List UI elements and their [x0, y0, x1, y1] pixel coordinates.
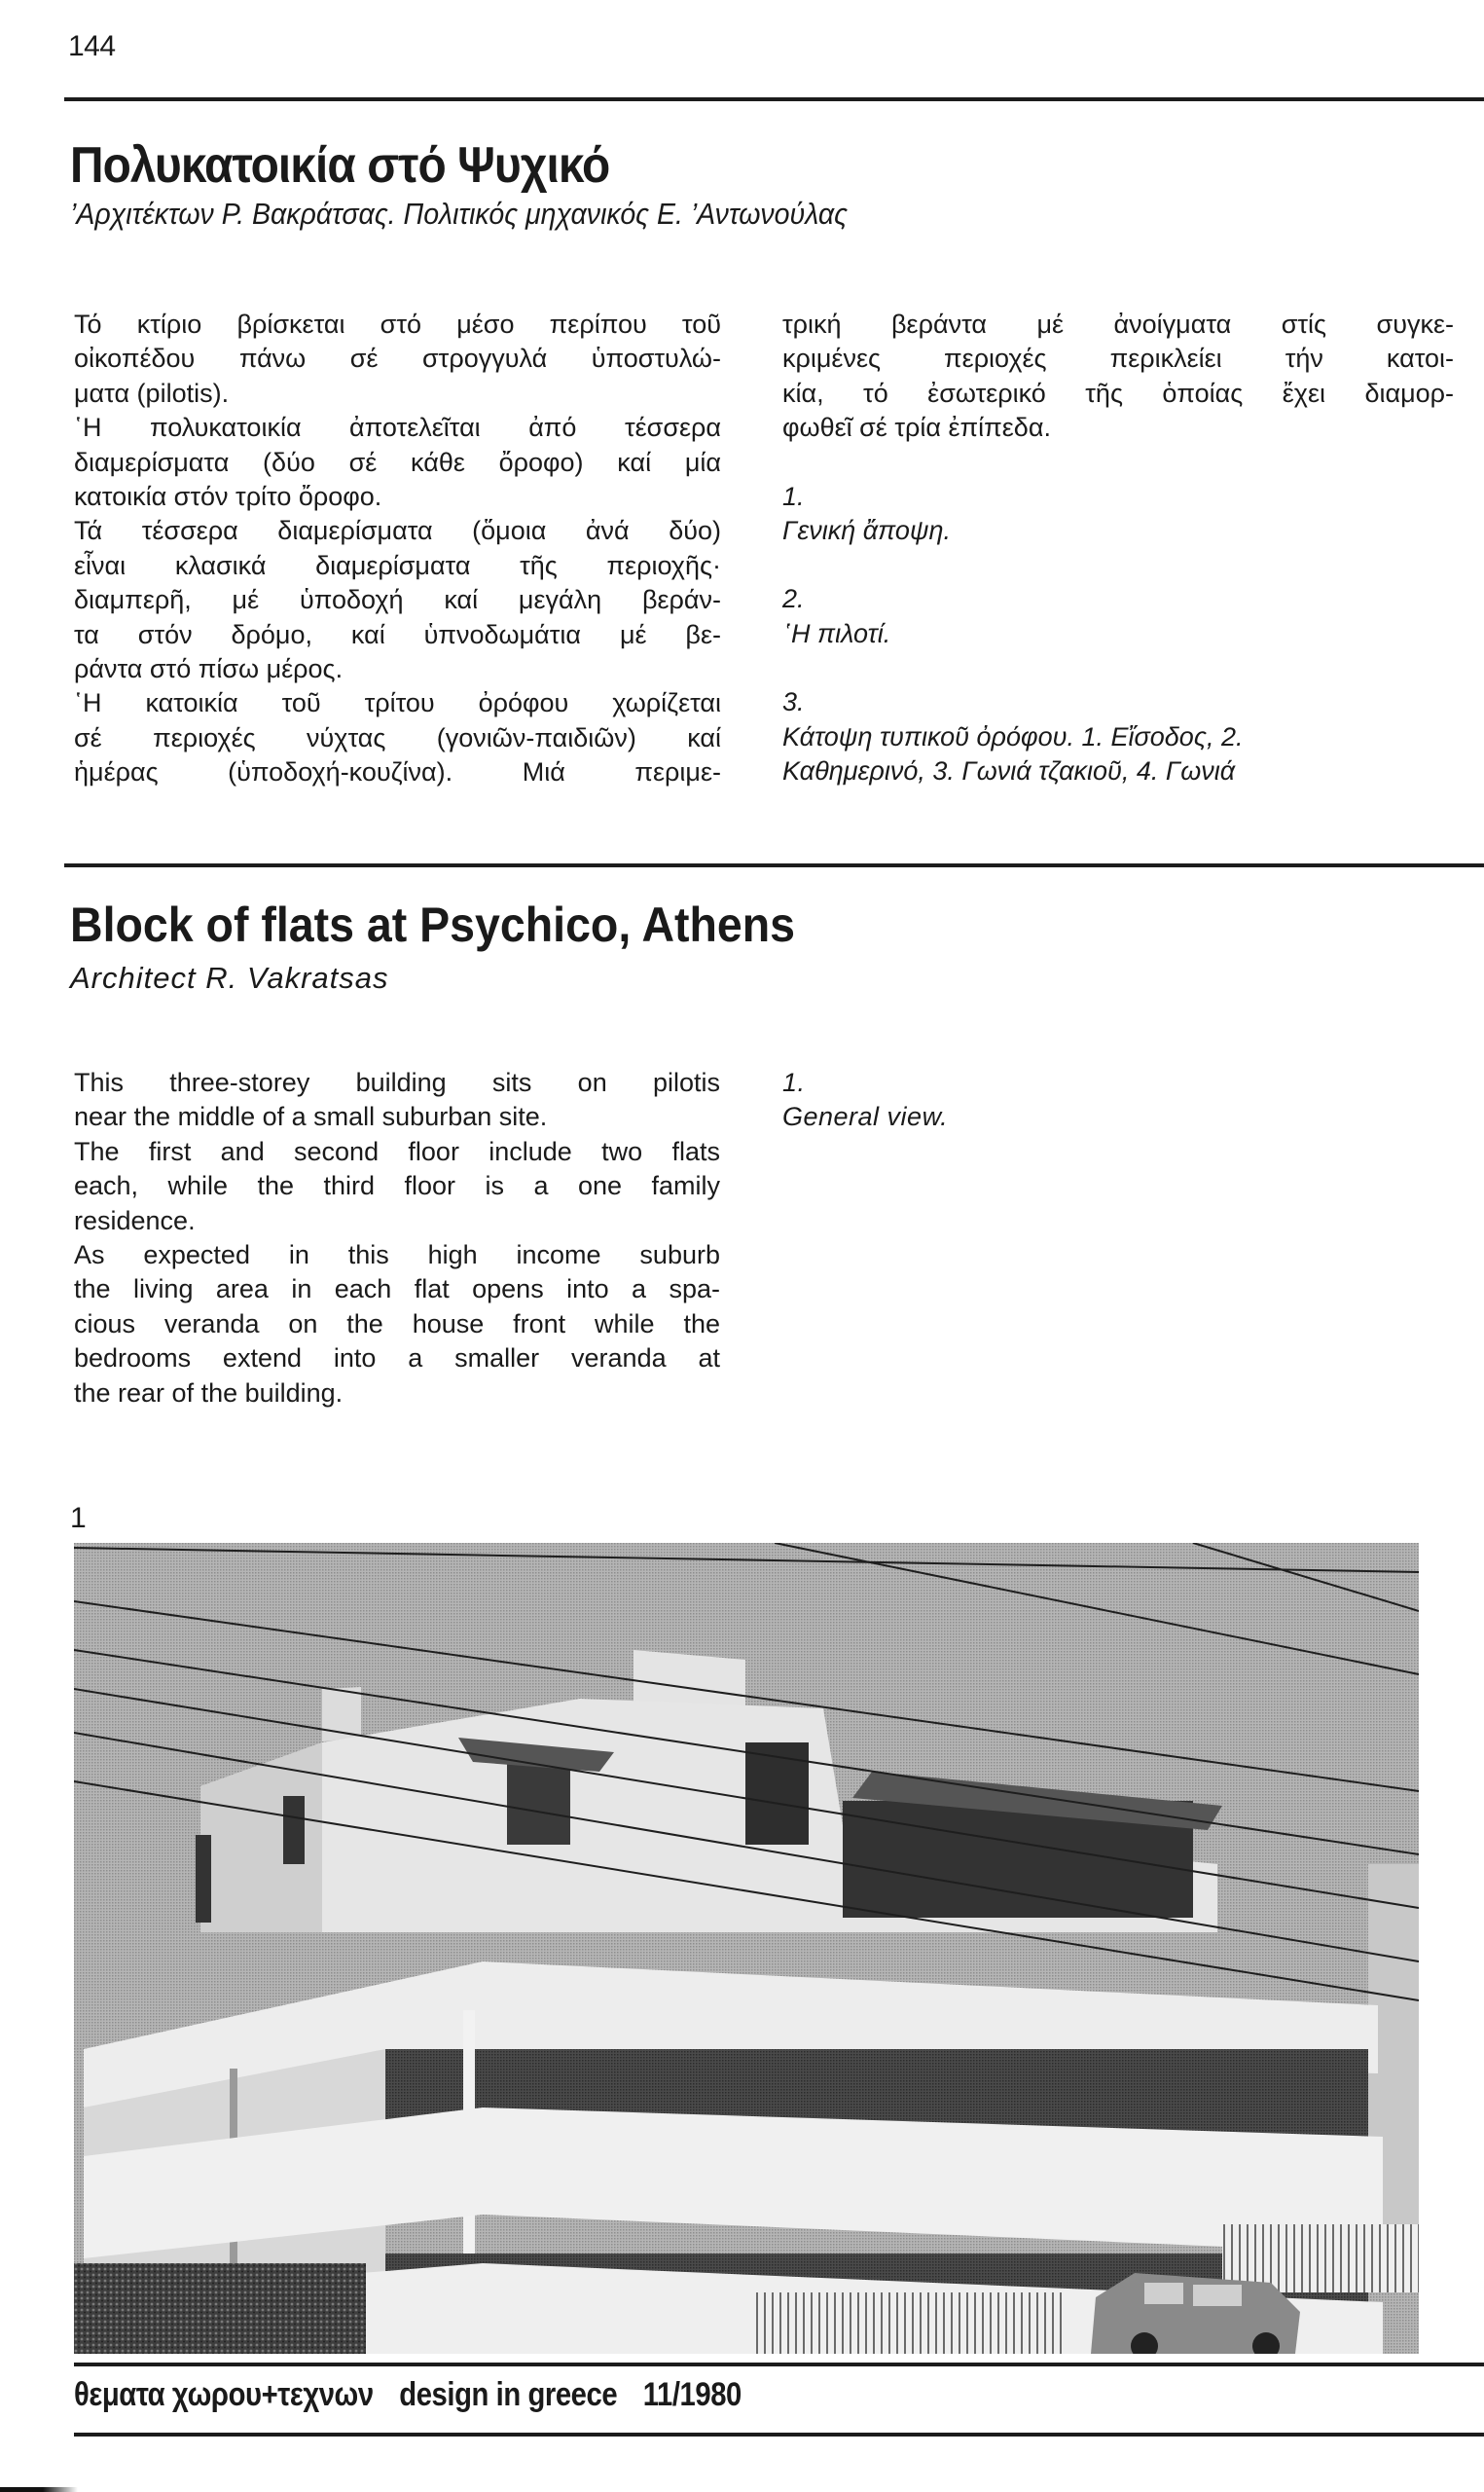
- caption-number: 1.: [782, 1068, 806, 1097]
- english-body: [74, 1066, 720, 1411]
- text-line: κριμένες περιοχές περικλείει τήν κατοι-: [782, 344, 1454, 374]
- text-line: κατοικία στόν τρίτο ὄροφο.: [74, 482, 382, 512]
- greek-body-right: [782, 308, 1454, 788]
- text-line: ῾Η πολυκατοικία ἀποτελεῖται ἀπό τέσσερα: [74, 413, 721, 443]
- issue-number: 11/1980: [642, 2376, 742, 2413]
- text-line: ράντα στό πίσω μέρος.: [74, 654, 344, 684]
- text-line: near the middle of a small suburban site.: [74, 1102, 548, 1132]
- photo-car-window: [1193, 2285, 1242, 2306]
- building-photo: [74, 1543, 1419, 2354]
- page-number: 144: [68, 30, 116, 62]
- text-line: This three-storey building sits on pilotis: [74, 1068, 720, 1097]
- caption-text: ῾Η πιλοτί.: [782, 618, 891, 648]
- caption-number: 3.: [782, 687, 805, 717]
- text-line: bedrooms extend into a smaller veranda at: [74, 1343, 720, 1374]
- photo-window: [196, 1835, 211, 1923]
- text-line: cious veranda on the house front while the: [74, 1308, 720, 1338]
- english-title: Block of flats at Psychico, Athens: [70, 898, 796, 952]
- photo-car-window: [1144, 2283, 1183, 2304]
- caption-text: Γενική ἄποψη.: [782, 516, 952, 546]
- greek-title: Πολυκατοικία στό Ψυχικό: [70, 137, 610, 194]
- text-line: Τό κτίριο βρίσκεται στό μέσο περίπου τοῦ: [74, 310, 721, 339]
- text-line: As expected in this high income suburb: [74, 1240, 720, 1270]
- text-line: κία, τό ἐσωτερικό τῆς ὁποίας ἔχει διαμορ-: [782, 378, 1454, 408]
- text-line: Τά τέσσερα διαμερίσματα (ὅμοια ἀνά δύο): [74, 516, 721, 546]
- greek-body-left: [74, 308, 721, 790]
- english-caption: [782, 1066, 948, 1135]
- text-line: τρική βεράντα μέ ἀνοίγματα στίς συγκε-: [782, 310, 1454, 339]
- text-line: The first and second floor include two flats: [74, 1136, 720, 1166]
- caption-text: Κάτοψη τυπικοῦ ὀρόφου. 1. Εἴσοδος, 2.: [782, 721, 1244, 751]
- greek-credits: ’Αρχιτέκτων Ρ. Βακράτσας. Πολιτικός μηχανικός Ε. ’Αντωνούλας: [70, 197, 849, 231]
- footer-bottom-rule: [74, 2433, 1484, 2437]
- footer-top-rule: [74, 2363, 1484, 2366]
- section-rule: [64, 863, 1484, 867]
- text-line: ῾Η κατοικία τοῦ τρίτου ὀρόφου χωρίζεται: [74, 688, 721, 718]
- text-line: σέ περιοχές νύχτας (γονιῶν-παιδιῶν) καί: [74, 722, 721, 752]
- text-line: εἶναι κλασικά διαμερίσματα τῆς περιοχῆς·: [74, 550, 721, 580]
- text-line: φωθεῖ σέ τρία ἐπίπεδα.: [782, 413, 1051, 443]
- header-rule: [64, 97, 1484, 101]
- text-line: the rear of the building.: [74, 1377, 344, 1408]
- text-line: διαμερίσματα (δύο σέ κάθε ὄροφο) καί μία: [74, 447, 721, 477]
- text-line: each, while the third floor is a one family: [74, 1171, 720, 1201]
- footer: [74, 2373, 760, 2416]
- text-line: residence.: [74, 1205, 196, 1235]
- photo-window: [283, 1796, 305, 1864]
- caption-text: Καθημερινό, 3. Γωνιά τζακιοῦ, 4. Γωνιά: [782, 756, 1236, 787]
- photo-fence: [755, 2292, 1067, 2354]
- text-line: ματα (pilotis).: [74, 378, 230, 408]
- magazine-title-greek: θεματα χωρου+τεχνων: [74, 2376, 374, 2413]
- text-line: οἰκοπέδου πάνω σέ στρογγυλά ὑποστυλώ-: [74, 344, 721, 374]
- caption-text: General view.: [782, 1102, 949, 1132]
- photo-shrubs: [74, 2263, 366, 2354]
- caption-number: 2.: [782, 584, 805, 614]
- english-credits: Architect R. Vakratsas: [70, 961, 389, 995]
- caption-number: 1.: [782, 481, 805, 511]
- text-line: τα στόν δρόμο, καί ὑπνοδωμάτια μέ βε-: [74, 619, 721, 649]
- figure-number: 1: [70, 1502, 87, 1534]
- text-line: ἡμέρας (ὑποδοχή-κουζίνα). Μιά περιμε-: [74, 757, 721, 788]
- scan-edge-mark: [0, 2487, 78, 2492]
- text-line: διαμπερῆ, μέ ὑποδοχή καί μεγάλη βεράν-: [74, 585, 721, 615]
- text-line: the living area in each flat opens into a spa-: [74, 1274, 720, 1304]
- magazine-title-english: design in greece: [399, 2376, 618, 2413]
